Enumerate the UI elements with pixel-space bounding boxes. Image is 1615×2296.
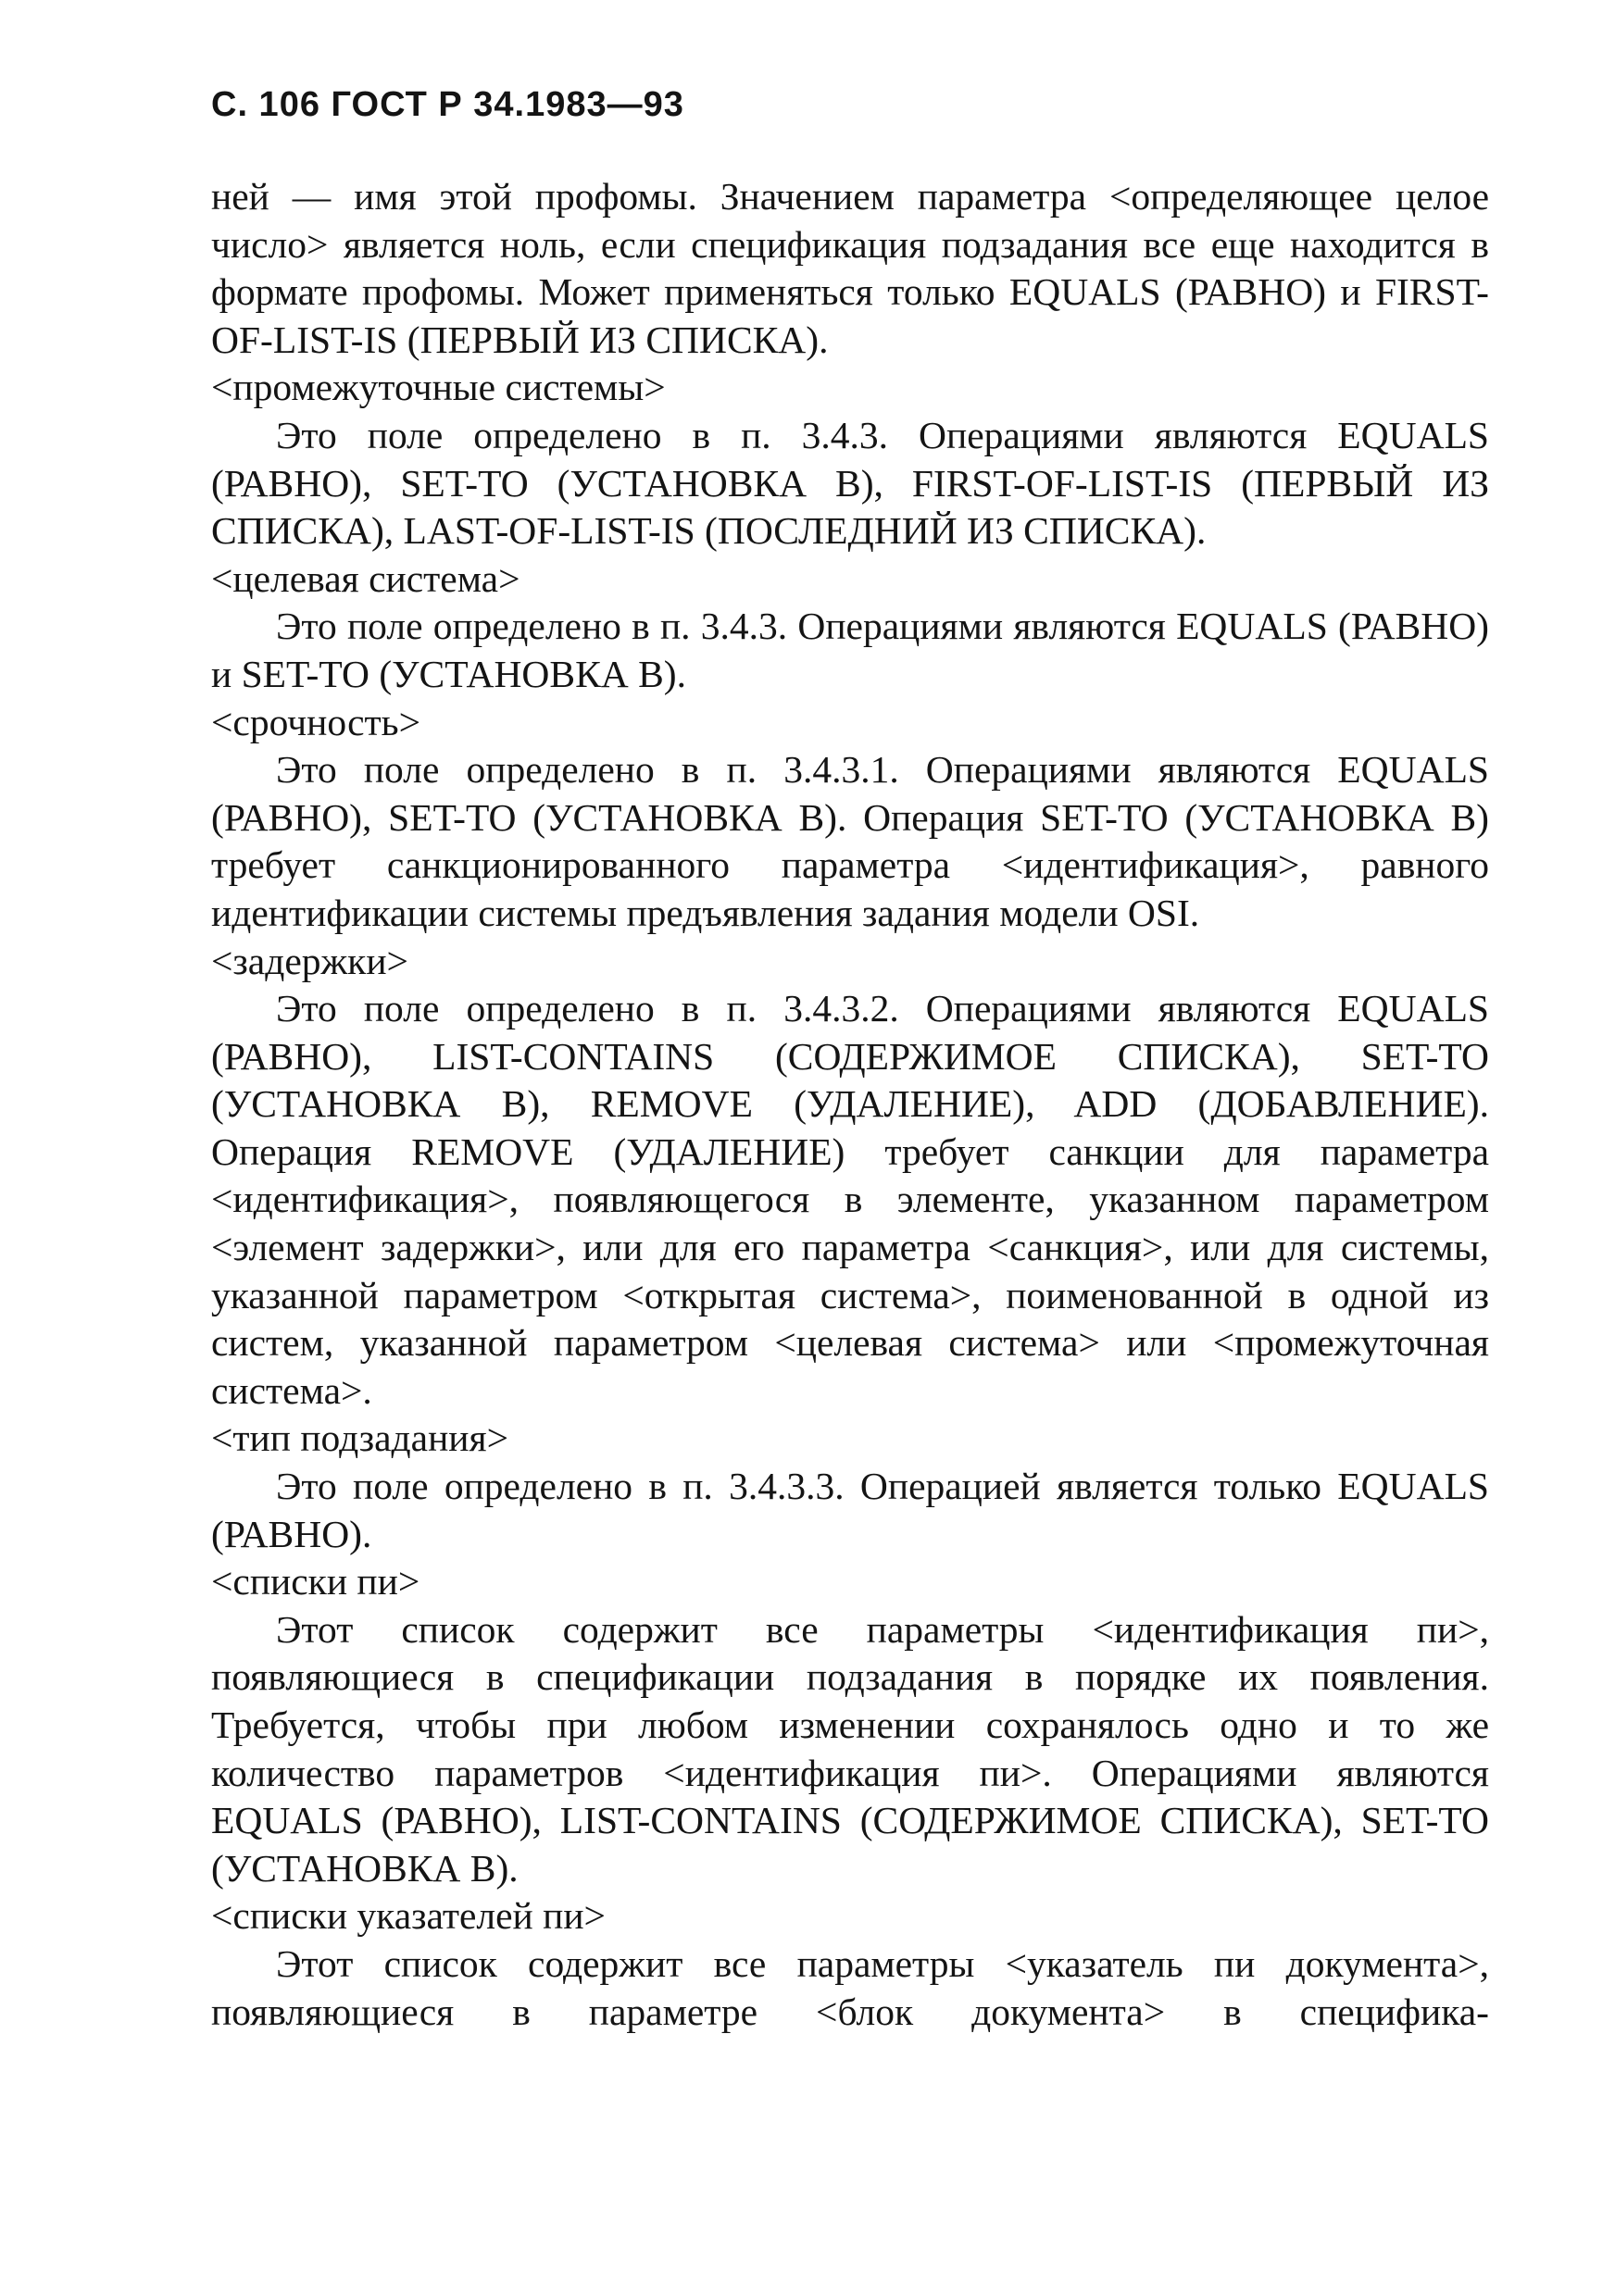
term-intermediate-systems: <промежуточные системы> bbox=[211, 366, 666, 409]
paragraph-pi-lists: Этот список содержит все параметры <идентификация пи>, появляющиеся в спецификации подзадания в порядке их появления. Требуется, чтобы при любом изменении сохранялось одно и то же количество параметров <идентификация пи>. Операциями являются EQUALS (РАВНО), LIST-CONTAINS (СОДЕРЖИМОЕ СПИСКА), SET-TO (УСТАНОВКА В). bbox=[211, 1607, 1489, 1890]
intro-paragraph: ней — имя этой профомы. Значением параметра <определяющее целое число> является ноль, если спецификация подзадания все еще находится в формате профомы. Может применяться только EQUALS (РАВНО) и FIRST-OF-LIST-IS (ПЕРВЫЙ ИЗ СПИСКА). bbox=[211, 175, 1489, 361]
term-target-system: <целевая система> bbox=[211, 556, 520, 600]
term-pi-pointer-lists: <списки указателей пи> bbox=[211, 1894, 606, 1938]
paragraph-target-system: Это поле определено в п. 3.4.3. Операциями являются EQUALS (РАВНО) и SET-TO (УСТАНОВКА В). bbox=[211, 605, 1489, 695]
document-page bbox=[211, 85, 1489, 2036]
term-subtask-type: <тип подзадания> bbox=[211, 1416, 508, 1460]
page-header: С. 106 ГОСТ Р 34.1983—93 bbox=[211, 85, 684, 124]
paragraph-delays: Это поле определено в п. 3.4.3.2. Операциями являются EQUALS (РАВНО), LIST-CONTAINS (СОДЕРЖИМОЕ СПИСКА), SET-TO (УСТАНОВКА В), REMOVE (УДАЛЕНИЕ), ADD (ДОБАВЛЕНИЕ). Операция REMOVE (УДАЛЕНИЕ) требует санкции для параметра <идентификация>, появляющегося в элементе, указанном параметром <элемент задержки>, или для его параметра <санкция>, или для системы, указанной параметром <открытая система>, поименованной в одной из систем, указанной параметром <целевая система> или <промежуточная система>. bbox=[211, 987, 1489, 1412]
paragraph-intermediate-systems: Это поле определено в п. 3.4.3. Операциями являются EQUALS (РАВНО), SET-TO (УСТАНОВКА В), FIRST-OF-LIST-IS (ПЕРВЫЙ ИЗ СПИСКА), LAST-OF-LIST-IS (ПОСЛЕДНИЙ ИЗ СПИСКА). bbox=[211, 413, 1489, 553]
paragraph-pi-pointer-lists: Этот список содержит все параметры <указатель пи документа>, появляющиеся в параметре <блок документа> в специфика- bbox=[211, 1941, 1489, 2033]
paragraph-subtask-type: Это поле определено в п. 3.4.3.3. Операцией является только EQUALS (РАВНО). bbox=[211, 1465, 1489, 1555]
term-delays: <задержки> bbox=[211, 939, 408, 982]
term-pi-lists: <списки пи> bbox=[211, 1560, 420, 1603]
term-urgency: <срочность> bbox=[211, 700, 421, 743]
paragraph-urgency: Это поле определено в п. 3.4.3.1. Операциями являются EQUALS (РАВНО), SET-TO (УСТАНОВКА В). Операция SET-TO (УСТАНОВКА В) требует санкционированного параметра <идентификация>, равного идентификации системы предъявления задания модели OSI. bbox=[211, 748, 1489, 934]
